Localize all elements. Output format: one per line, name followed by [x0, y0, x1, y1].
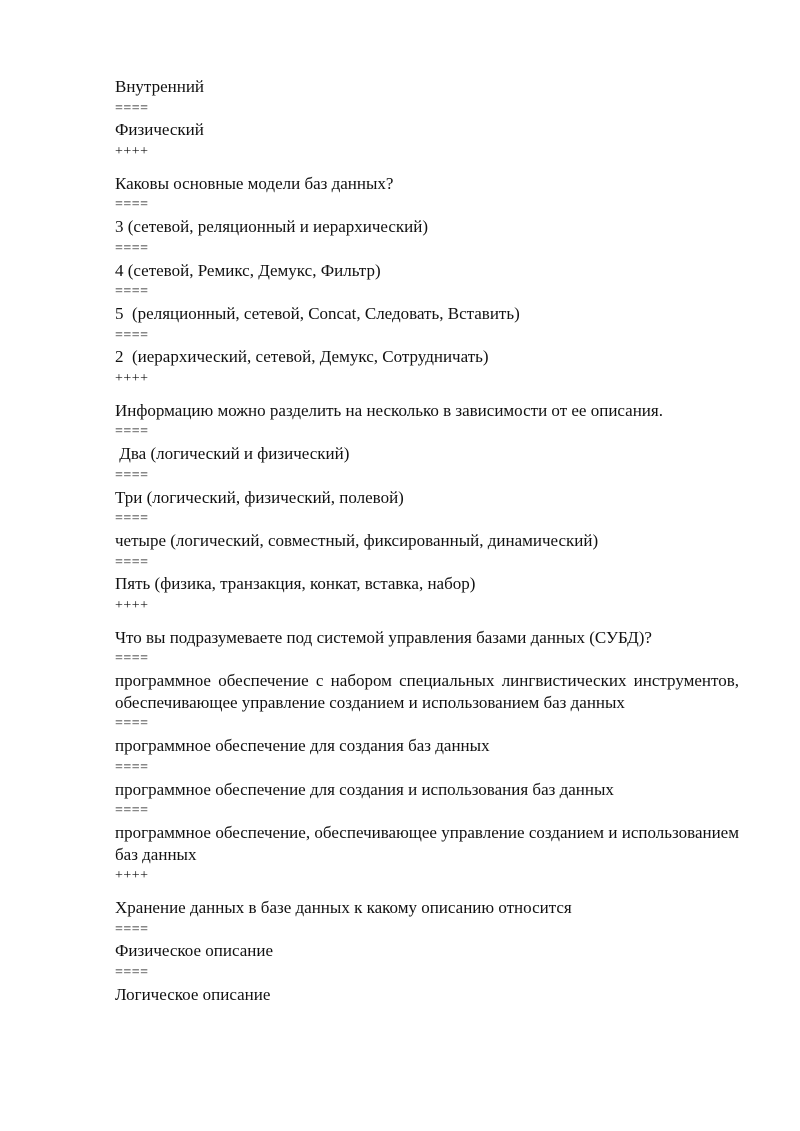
separator-line: ==== — [115, 467, 149, 483]
separator-line: ++++ — [115, 598, 149, 613]
text-line: Пять (физика, транзакция, конкат, вставка, набор) — [115, 574, 476, 594]
text-line: четыре (логический, совместный, фиксированный, динамический) — [115, 530, 599, 550]
separator-line: ==== — [115, 651, 149, 667]
separator-line: ==== — [115, 554, 149, 570]
paragraph-gap — [115, 617, 739, 627]
text-line: 4 (сетевой, Ремикс, Демукс, Фильтр) — [115, 260, 381, 280]
text-line: программное обеспечение для создания баз данных — [115, 736, 490, 756]
text-line: Физический — [115, 120, 204, 140]
text-line: Внутренний — [115, 77, 205, 96]
paragraph-gap — [115, 390, 739, 400]
separator-line: ==== — [115, 284, 149, 300]
text-line: Информацию можно разделить на несколько в зависимости от ее описания. — [115, 400, 663, 420]
text-line: 5 (реляционный, сетевой, Concat, Следовать, Вставить) — [115, 303, 520, 323]
separator-line: ==== — [115, 759, 149, 775]
text-line: программное обеспечение для создания и использования баз данных — [115, 779, 614, 799]
separator-line: ==== — [115, 424, 149, 440]
separator-line: ==== — [115, 240, 149, 256]
separator-line: ==== — [115, 803, 149, 819]
separator-line: ++++ — [115, 371, 149, 387]
separator-line: ==== — [115, 965, 149, 981]
separator-line: ++++ — [115, 144, 149, 160]
text-line: программное обеспечение, обеспечивающее управление созданием и использованием баз данных — [115, 822, 744, 864]
text-line: Что вы подразумеваете под системой управления базами данных (СУБД)? — [115, 627, 652, 647]
text-line: программное обеспечение с набором специальных лингвистических инструментов, обеспечивающее управление созданием и использованием баз данных — [115, 671, 744, 712]
text-line: Физическое описание — [115, 941, 274, 961]
separator-line: ==== — [115, 511, 149, 527]
text-line: Каковы основные модели баз данных? — [115, 173, 394, 193]
separator-line: ==== — [115, 327, 149, 343]
paragraph-gap — [115, 887, 739, 897]
separator-line: ==== — [115, 100, 149, 116]
separator-line: ==== — [115, 921, 149, 937]
text-line: Хранение данных в базе данных к какому описанию относится — [115, 898, 572, 918]
text-line: Логическое описание — [115, 984, 271, 1004]
text-line: 3 (сетевой, реляционный и иерархический) — [115, 217, 429, 237]
text-line: Два (логический и физический) — [115, 444, 350, 464]
separator-line: ++++ — [115, 868, 149, 884]
text-line: Три (логический, физический, полевой) — [115, 487, 404, 507]
text-line: 2 (иерархический, сетевой, Демукс, Сотрудничать) — [115, 347, 489, 367]
separator-line: ==== — [115, 197, 149, 213]
document-body — [115, 76, 744, 1006]
separator-line: ==== — [115, 716, 149, 732]
paragraph-gap — [115, 163, 739, 173]
